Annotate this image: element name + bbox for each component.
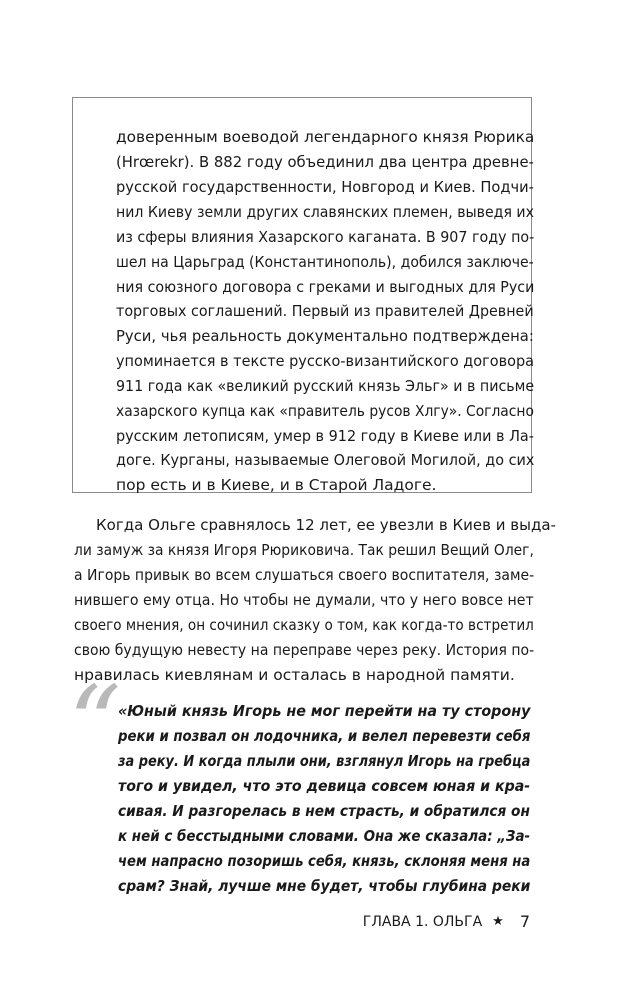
sidebar-line: пор есть и в Киеве, и в Старой Ладоге. — [116, 476, 437, 494]
quote-line: того и увидел, что это девица совсем юная и кра- — [118, 777, 531, 795]
body-line: своего мнения, он сочинил сказку о том, как когда-то встретил — [74, 616, 534, 634]
quote-line: срам? Знай, лучше мне будет, чтобы глубина реки — [118, 877, 531, 895]
sidebar-line: доге. Курганы, называемые Олеговой Могилой, до сих — [116, 451, 535, 469]
sidebar-line: (Hrœrekr). В 882 году объединил два центра древне- — [116, 153, 534, 171]
sidebar-line: нил Киеву земли других славянских племен, выведя их — [116, 203, 534, 221]
sidebar-line: 911 года как «великий русский князь Эльг» и в письме — [116, 377, 535, 395]
quote-line: сивая. И разгорелась в нем страсть, и обратился он — [118, 802, 530, 820]
body-line: Когда Ольге сравнялось 12 лет, ее увезли в Киев и выда- — [96, 516, 556, 534]
quote-line: за реку. И когда плыли они, взглянул Игорь на гребца — [118, 752, 531, 770]
sidebar-line: русской государственности, Новгород и Киев. Подчи- — [116, 178, 534, 196]
sidebar-line: хазарского купца как «правитель русов Хлгу». Согласно — [116, 402, 534, 420]
quote-line: «Юный князь Игорь не мог перейти на ту сторону — [118, 702, 531, 720]
body-line: свою будущую невесту на переправе через реку. История по- — [74, 641, 535, 659]
body-line: нравилась киевлянам и осталась в народной памяти. — [74, 666, 515, 684]
sidebar-line: доверенным воеводой легендарного князя Рюрика — [116, 128, 535, 146]
sidebar-line: русским летописям, умер в 912 году в Киеве или в Ла- — [116, 427, 534, 445]
sidebar-line: Руси, чья реальность документально подтверждена: — [116, 327, 534, 345]
chapter-title: ГЛАВА 1. ОЛЬГА — [362, 914, 483, 930]
body-line: а Игорь привык во всем слушаться своего воспитателя, заме- — [74, 566, 535, 584]
sidebar-line: ния союзного договора с греками и выгодных для Руси — [116, 278, 535, 296]
quote-mark-icon: “ — [68, 663, 122, 785]
body-line: нившего ему отца. Но чтобы не думали, что у него вовсе нет — [74, 591, 534, 609]
sidebar-line: упоминается в тексте русско-византийского договора — [116, 352, 534, 370]
star-icon: ★ — [492, 914, 504, 929]
quote-line: реки и позвал он лодочника, и велел перевезти себя — [118, 727, 531, 745]
quote-line: к ней с бесстыдными словами. Она же сказала: „За- — [118, 827, 531, 845]
sidebar-line: шел на Царьград (Константинополь), добился заключе- — [116, 253, 534, 271]
sidebar-line: из сферы влияния Хазарского каганата. В 907 году по- — [116, 228, 535, 246]
page-footer — [340, 912, 530, 932]
quote-line: чем напрасно позоришь себя, князь, склоняя меня на — [118, 852, 531, 870]
sidebar-line: торговых соглашений. Первый из правителей Древней — [116, 302, 534, 320]
body-line: ли замуж за князя Игоря Рюриковича. Так решил Вещий Олег, — [74, 541, 534, 559]
page-number: 7 — [519, 912, 530, 931]
